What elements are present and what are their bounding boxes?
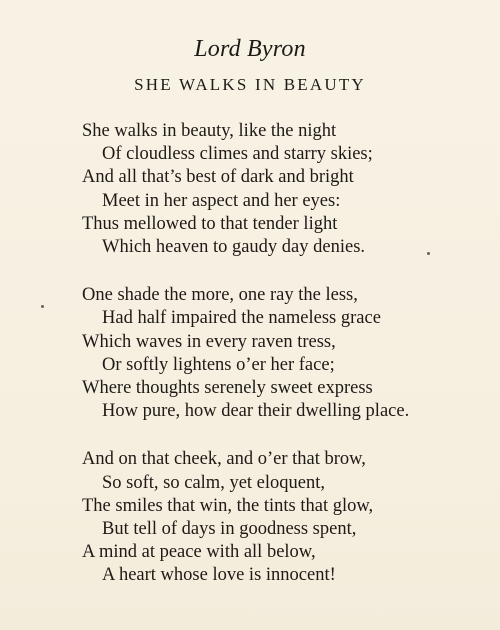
poem-line: One shade the more, one ray the less,	[82, 285, 358, 306]
poem-line: Or softly lightens o’er her face;	[102, 354, 335, 375]
stanza-1	[82, 120, 482, 259]
poem-line: A heart whose love is innocent!	[102, 565, 336, 586]
poem-line: Which waves in every raven tress,	[82, 331, 336, 352]
poem-line: Which heaven to gaudy day denies.	[102, 237, 366, 258]
poem-line: Meet in her aspect and her eyes:	[102, 190, 341, 211]
ink-speck	[41, 305, 44, 308]
poem-body	[82, 120, 482, 613]
stanza-3	[82, 448, 482, 587]
poem-line: Had half impaired the nameless grace	[102, 308, 381, 329]
poem-line: How pure, how dear their dwelling place.	[102, 401, 410, 422]
poem-line: She walks in beauty, like the night	[82, 121, 337, 141]
stanza-2	[82, 284, 482, 423]
ink-speck	[427, 252, 430, 255]
poem-line: And on that cheek, and o’er that brow,	[82, 449, 366, 470]
author-name: Lord Byron	[194, 36, 306, 62]
poem-line: But tell of days in goodness spent,	[102, 519, 357, 540]
poem-line: Thus mellowed to that tender light	[82, 213, 338, 234]
poem-title: SHE WALKS IN BEAUTY	[134, 75, 366, 94]
poem-line: Where thoughts serenely sweet express	[82, 378, 373, 399]
poem-line: A mind at peace with all below,	[82, 542, 316, 563]
poem-line: So soft, so calm, yet eloquent,	[102, 472, 325, 493]
poem-line: The smiles that win, the tints that glow,	[82, 495, 374, 516]
poem-line: And all that’s best of dark and bright	[82, 167, 354, 188]
poem-line: Of cloudless climes and starry skies;	[102, 144, 373, 165]
